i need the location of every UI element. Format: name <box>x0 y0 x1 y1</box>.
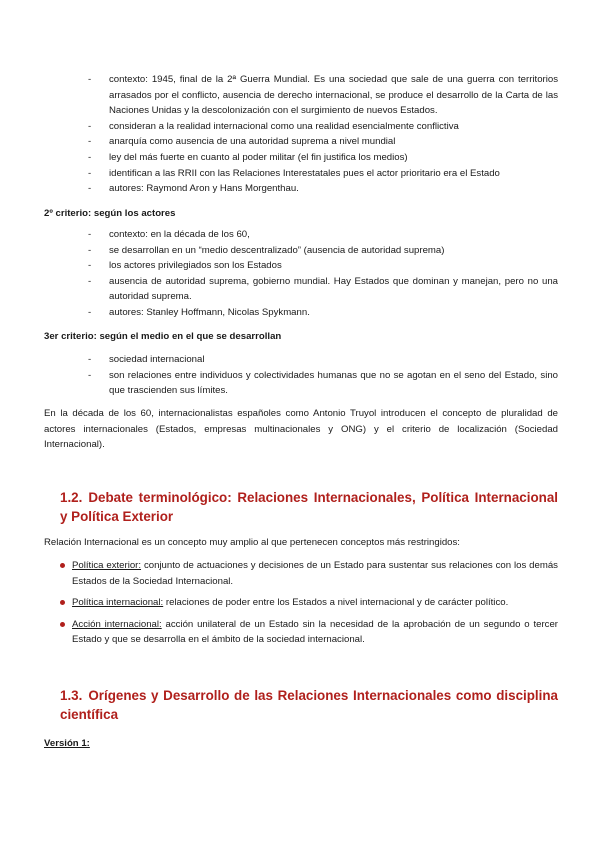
list-item: - son relaciones entre individuos y colectividades humanas que no se agotan en el seno del Estado, sino que trascienden sus límites. <box>88 369 558 397</box>
bullet-icon <box>60 563 65 568</box>
list-item: - ley del más fuerte en cuanto al poder militar (el fin justifica los medios) <box>88 151 408 163</box>
list-item: - ausencia de autoridad suprema, gobierno mundial. Hay Estados que dominan y manejan, pero no una autoridad suprema. <box>88 275 558 303</box>
criterion-3-list <box>88 352 558 399</box>
list-item: - consideran a la realidad internacional como una realidad esencialmente conflictiva <box>88 120 459 132</box>
first-criterion-list <box>88 72 558 197</box>
bullet-icon <box>60 600 65 605</box>
section-number: 1.2. <box>60 490 83 505</box>
section-title: Debate terminológico: Relaciones Internacionales, Política Internacional y Política Exterior <box>60 490 558 524</box>
paragraph-60s: En la década de los 60, internacionalistas españoles como Antonio Truyol introducen el concepto de pluralidad de actores internacionales (Estados, empresas multinacionales y ONG) y el criterio de localización (Sociedad Internacional). <box>44 408 558 451</box>
list-item: Acción internacional: acción unilateral de un Estado sin la necesidad de la aprobación de un segundo o tercer Estado y que se desarrolla en el ámbito de la sociedad internacional. <box>60 617 558 648</box>
list-item: - sociedad internacional <box>88 354 205 365</box>
list-item: - se desarrollan en un “medio descentralizado” (ausencia de autoridad suprema) <box>88 244 445 256</box>
list-item: - identifican a las RRII con las Relaciones Interestatales pues el actor prioritario era el Estado <box>88 167 500 179</box>
list-item: - autores: Stanley Hoffmann, Nicolas Spykmann. <box>88 306 310 318</box>
criterion-3-title: 3er criterio: según el medio en el que se desarrollan <box>44 331 282 342</box>
list-item: - los actores privilegiados son los Estados <box>88 260 282 272</box>
criterion-2-title: 2º criterio: según los actores <box>44 208 176 219</box>
list-item: - anarquía como ausencia de una autoridad suprema a nivel mundial <box>88 136 396 148</box>
term-politica-exterior: Política exterior: <box>72 560 142 571</box>
section-number: 1.3. <box>60 688 83 703</box>
section-1-2-intro: Relación Internacional es un concepto muy amplio al que pertenecen conceptos más restringidos: <box>44 537 460 548</box>
section-1-2-heading <box>60 488 558 526</box>
bullet-icon <box>60 622 65 627</box>
version-1-label: Versión 1: <box>44 738 90 749</box>
term-politica-internacional: Política internacional: <box>72 597 164 609</box>
criterion-2-list <box>88 227 558 321</box>
list-item: Política exterior: conjunto de actuaciones y decisiones de un Estado para sustentar sus relaciones con los demás Estados de la Sociedad Internacional. <box>60 558 558 589</box>
section-1-3-heading <box>60 686 558 724</box>
term-accion-internacional: Acción internacional: <box>72 618 162 630</box>
list-item: - contexto: 1945, final de la 2ª Guerra Mundial. Es una sociedad que sale de una guerra con territorios arrasados por el conflicto, ausencia de derecho internacional, se produce el desarrollo de la Carta de las Naciones Unidas y la descolonización con el surgimiento de nuevos Estados. <box>88 74 558 117</box>
list-item: - autores: Raymond Aron y Hans Morgenthau. <box>88 183 299 195</box>
definitions-list <box>60 558 558 654</box>
list-item: Política internacional: relaciones de poder entre los Estados a nivel internacional y de carácter político. <box>60 595 558 611</box>
section-title: Orígenes y Desarrollo de las Relaciones Internacionales como disciplina científica <box>60 688 558 722</box>
list-item: - contexto: en la década de los 60, <box>88 229 250 240</box>
